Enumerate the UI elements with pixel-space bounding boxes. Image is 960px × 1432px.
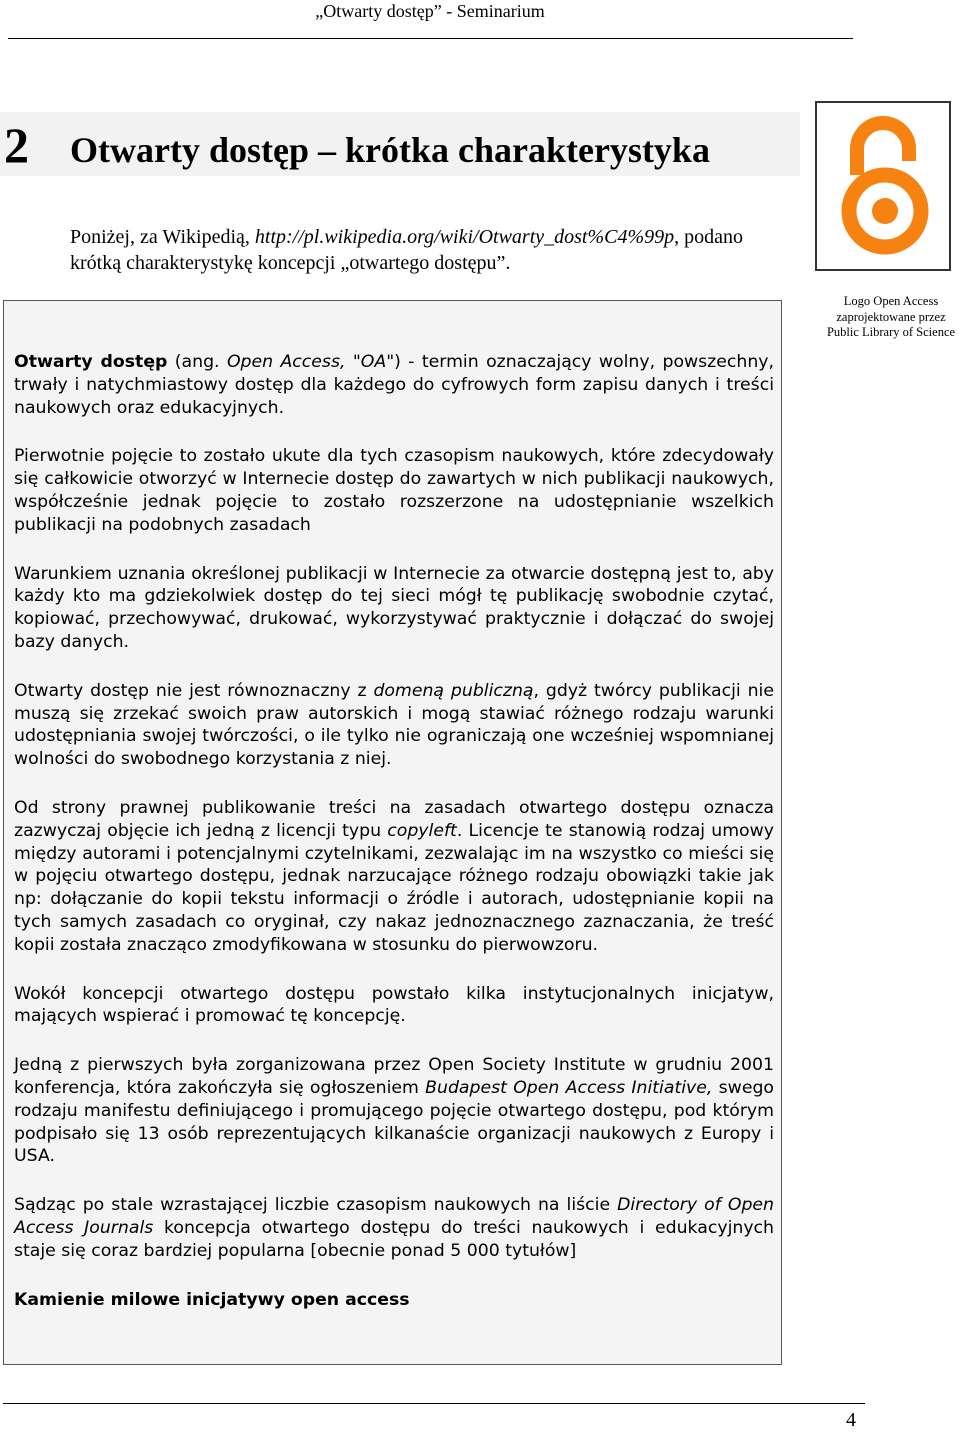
excerpt-paragraph — [14, 1054, 774, 1168]
running-header: „Otwarty dostęp” - Seminarium — [315, 1, 545, 21]
text-span: (ang. — [167, 352, 227, 372]
excerpt-subheading — [14, 1289, 774, 1312]
italic-span: Budapest Open Access Initiative, — [425, 1077, 713, 1098]
logo-caption-line: Logo Open Access — [843, 294, 939, 308]
text-span: swego rodzaju manifestu definiującego i promującego pojęcie otwartego dostępu, pod którym podpisało się 13 osób reprezentujących kilkanaście organizacji naukowych z Europy i USA. — [14, 1077, 774, 1167]
intro-text-after: , podano krótką charakterystykę koncepcji „otwartego dostępu”. — [70, 226, 744, 274]
text-span: Sądząc po stale wzrastającej liczbie czasopism naukowych na liście — [14, 1195, 618, 1216]
footer-rule — [3, 1403, 865, 1404]
excerpt-paragraph — [14, 680, 774, 771]
text-span: , gdyż twórcy publikacji nie muszą się zrzekać swoich praw autorskich i mogą stawiać różnego rodzaju warunki udostępniania swojej twórczości, o ile tylko nie ograniczają one wcześniej wspomnianej wolności do swobodnego korzystania z niej. — [14, 680, 774, 770]
text-span: koncepcja otwartego dostępu do treści naukowych i edukacyjnych staje się coraz bardziej popularna [obecnie ponad 5 000 tytułów] — [14, 1217, 775, 1261]
italic-span: Open Access, "OA" — [226, 352, 395, 372]
italic-span: Directory of Open Access Journals — [14, 1195, 774, 1238]
intro-paragraph — [70, 224, 790, 276]
text-span: Otwarty dostęp nie jest równoznaczny z — [14, 680, 374, 701]
wikipedia-link[interactable]: http://pl.wikipedia.org/wiki/Otwarty_dost%C4%99p — [254, 226, 675, 248]
header-rule — [8, 38, 853, 39]
excerpt-paragraph — [14, 797, 774, 957]
text-span: ) - termin oznaczający wolny, powszechny, trwały i natychmiastowy dostęp dla każdego do cyfrowych form zapisu danych i treści naukowych oraz edukacyjnych. — [14, 352, 774, 418]
wikipedia-excerpt — [14, 351, 774, 1337]
text-span: Jedną z pierwszych była zorganizowana przez Open Society Institute w grudniu 2001 konferencja, która zakończyła się ogłoszeniem — [14, 1055, 774, 1098]
text-span: . Licencje te stanowią rodzaj umowy między autorami i potencjalnymi czytelnikami, zezwalając im na wszystko co mieści się w pojęciu otwartego dostępu, jednak narzucające różnego rodzaju obowiązki takie jak np: dołączanie do kopii tekstu informacji o źródle i autorach, udostępnianie kopii na tych samych zasadach co oryginał, czy nakaz jednoznacznego zaznaczania, że treść kopii została znacząco zmodyfikowana w stosunku do pierwowzoru. — [14, 820, 774, 955]
text-span: Od strony prawnej publikowanie treści na zasadach otwartego dostępu oznacza zazwyczaj objęcie ich jedną z licencji typu — [14, 797, 774, 841]
italic-span: domeną publiczną — [373, 680, 534, 701]
excerpt-paragraph: Warunkiem uznania określonej publikacji w Internecie za otwarcie dostępną jest to, aby każdy kto ma gdziekolwiek dostęp do tej sieci mógł tę publikację swobodnie czytać, kopiować, przechowywać, drukować, wykorzystywać praktycznie i dołączać do swojej bazy danych. — [14, 563, 774, 652]
excerpt-paragraph: Wokół koncepcji otwartego dostępu powstało kilka instytucjonalnych inicjatyw, mających wspierać i promować tę koncepcję. — [14, 983, 774, 1027]
open-access-lock-icon — [817, 103, 949, 269]
excerpt-paragraph — [14, 1194, 774, 1262]
logo-caption — [818, 294, 960, 341]
open-access-logo — [815, 101, 951, 271]
excerpt-paragraph — [14, 351, 774, 419]
subheading-text: Kamienie milowe inicjatywy open access — [14, 1289, 410, 1310]
italic-span: copyleft — [387, 820, 457, 841]
chapter-number: 2 — [4, 117, 29, 173]
excerpt-paragraph: Pierwotnie pojęcie to zostało ukute dla tych czasopism naukowych, które zdecydowały się całkowicie otworzyć w Internecie dostęp do zawartych w nich publikacji naukowych, współcześnie jednak pojęcie to zostało rozszerzone na udostępnianie wszelkich publikacji na podobnych zasadach — [14, 446, 774, 535]
chapter-title: Otwarty dostęp – krótka charakterystyka — [70, 130, 710, 170]
intro-text-before: Poniżej, za Wikipedią, — [70, 226, 255, 248]
logo-caption-line: Public Library of Science — [826, 325, 956, 339]
logo-caption-line: zaprojektowane przez — [836, 309, 946, 324]
page-number: 4 — [846, 1409, 856, 1431]
defined-term: Otwarty dostęp — [14, 352, 168, 372]
